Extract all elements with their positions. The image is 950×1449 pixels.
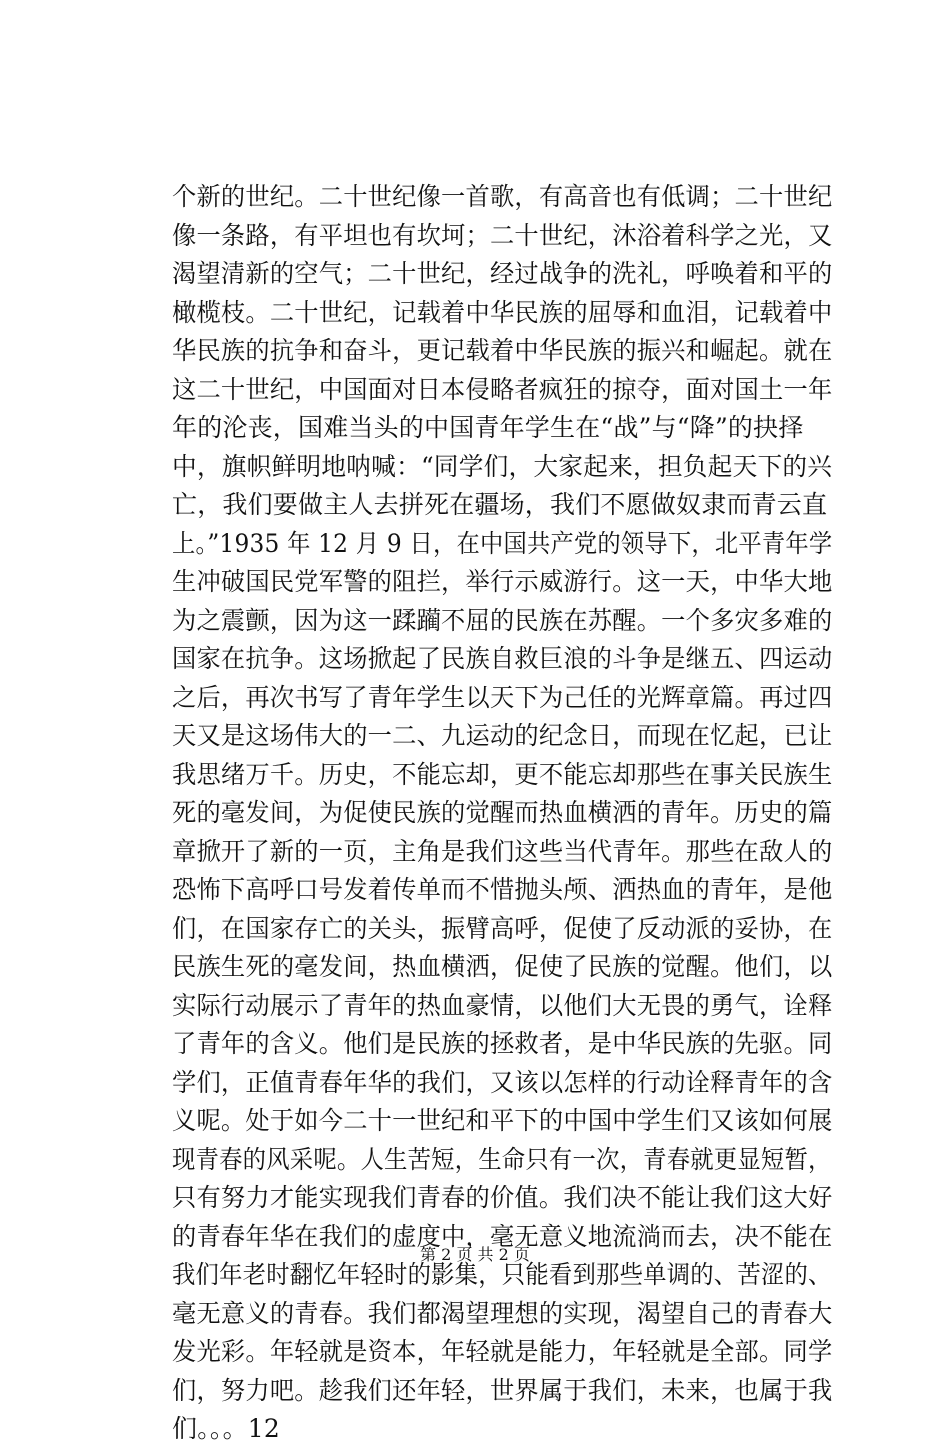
text-line: 实际行动展示了青年的热血豪情，以他们大无畏的勇气，诠释 <box>172 990 833 1020</box>
text-line: 这二十世纪，中国面对日本侵略者疯狂的掠夺，面对国土一年 <box>172 374 833 404</box>
text-line: 国家在抗争。这场掀起了民族自救巨浪的斗争是继五、四运动 <box>172 644 833 673</box>
text-line: 亡，我们要做主人去拼死在疆场，我们不愿做奴隶而青云直 <box>172 490 828 519</box>
text-line: 我思绪万千。历史，不能忘却，更不能忘却那些在事关民族生 <box>172 759 833 789</box>
text-line: 年的沦丧，国难当头的中国青年学生在“战”与“降”的抉择 <box>172 413 804 442</box>
text-line: 橄榄枝。二十世纪，记载着中华民族的屈辱和血泪，记载着中 <box>172 297 833 327</box>
text-line: 华民族的抗争和奋斗，更记载着中华民族的振兴和崛起。就在 <box>172 336 833 365</box>
text-line: 义呢。处于如今二十一世纪和平下的中国中学生们又该如何展 <box>172 1106 833 1135</box>
text-line: 之后，再次书写了青年学生以天下为己任的光辉章篇。再过四 <box>172 682 833 712</box>
text-line: 生冲破国民党军警的阻拦，举行示威游行。这一天，中华大地 <box>172 567 833 596</box>
page-number: 第 2 页 共 2 页 <box>420 1245 530 1264</box>
text-line: 现青春的风采呢。人生苦短，生命只有一次，青春就更显短暂， <box>172 1144 832 1174</box>
text-line: 像一条路，有平坦也有坎坷；二十世纪，沐浴着科学之光，又 <box>172 220 833 250</box>
text-line: 学们，正值青春年华的我们，又该以怎样的行动诠释青年的含 <box>172 1067 833 1097</box>
text-line: 中，旗帜鲜明地呐喊：“同学们，大家起来，担负起天下的兴 <box>172 451 833 481</box>
text-line: 死的毫发间，为促使民族的觉醒而热血横洒的青年。历史的篇 <box>172 798 833 827</box>
text-line: 了青年的含义。他们是民族的拯救者，是中华民族的先驱。同 <box>172 1029 833 1058</box>
page-footer <box>0 1244 950 1266</box>
text-line: 民族生死的毫发间，热血横洒，促使了民族的觉醒。他们，以 <box>172 952 833 981</box>
text-line: 恐怖下高呼口号发着传单而不惜抛头颅、洒热血的青年，是他 <box>172 875 833 904</box>
text-line: 天又是这场伟大的一二、九运动的纪念日，而现在忆起，已让 <box>172 721 833 750</box>
text-line: 我们年老时翻忆年轻时的影集，只能看到那些单调的、苦涩的、 <box>172 1260 832 1289</box>
text-line: 的青春年华在我们的虚度中，毫无意义地流淌而去，决不能在 <box>172 1221 833 1251</box>
text-line: 为之震颤，因为这一蹂躏不屈的民族在苏醒。一个多灾多难的 <box>172 605 833 635</box>
text-line: 上。”1935 年 12 月 9 日，在中国共产党的领导下，北平青年学 <box>172 528 833 558</box>
text-line: 只有努力才能实现我们青春的价值。我们决不能让我们这大好 <box>172 1183 833 1212</box>
text-line: 们，努力吧。趁我们还年轻，世界属于我们，未来，也属于我 <box>172 1375 833 1405</box>
text-line: 毫无意义的青春。我们都渴望理想的实现，渴望自己的青春大 <box>172 1298 833 1328</box>
text-line: 们，在国家存亡的关头，振臂高呼，促使了反动派的妥协，在 <box>172 913 833 943</box>
text-line: 个新的世纪。二十世纪像一首歌，有高音也有低调；二十世纪 <box>172 182 833 211</box>
text-line: 们。。。12 <box>172 1414 281 1443</box>
text-line: 发光彩。年轻就是资本，年轻就是能力，年轻就是全部。同学 <box>172 1337 833 1366</box>
text-line: 章掀开了新的一页，主角是我们这些当代青年。那些在敌人的 <box>172 836 833 866</box>
text-line: 渴望清新的空气；二十世纪，经过战争的洗礼，呼唤着和平的 <box>172 259 833 288</box>
